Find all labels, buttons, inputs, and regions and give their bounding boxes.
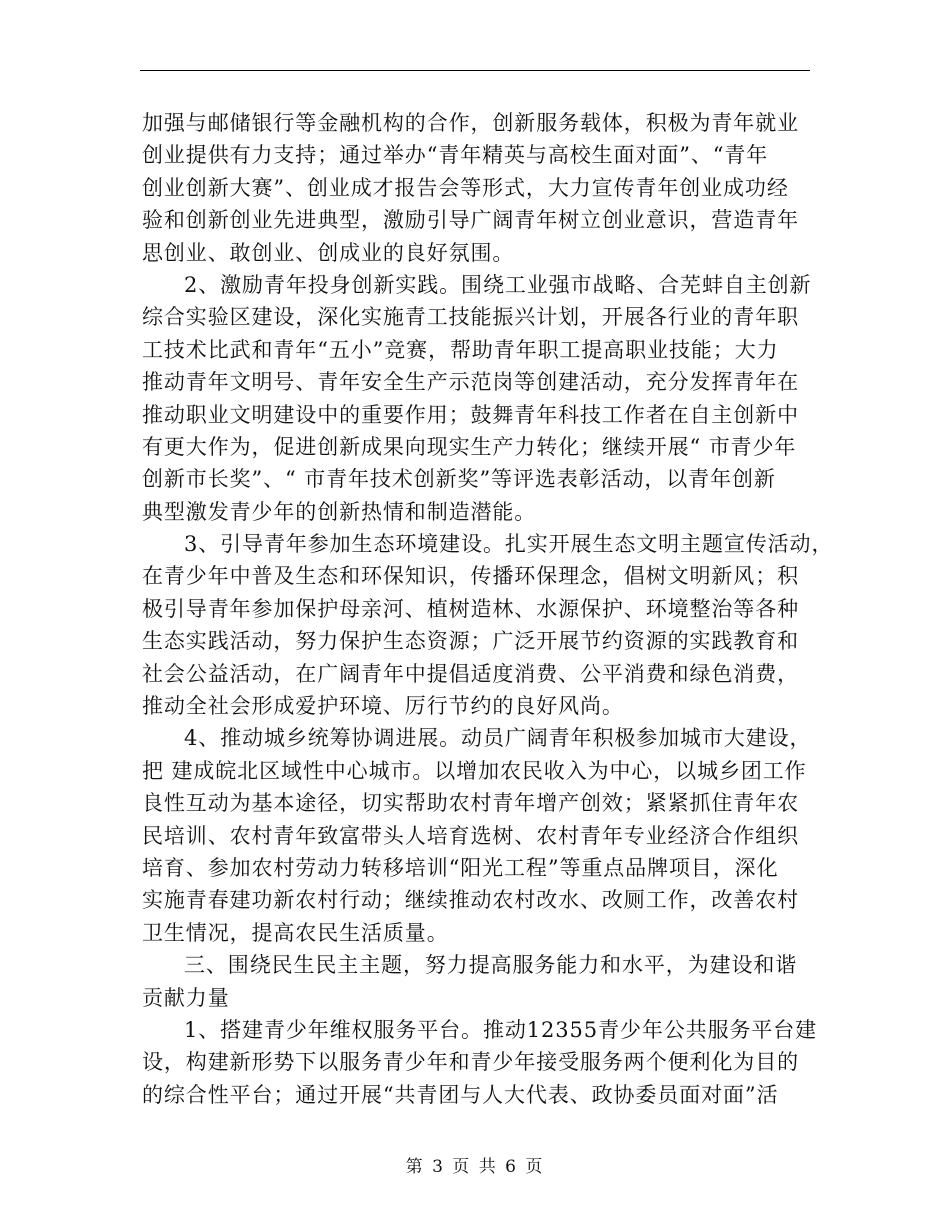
- text-line: 典型激发青少年的创新热情和制造潜能。: [142, 499, 537, 524]
- text-line: 推动职业文明建设中的重要作用；鼓舞青年科技工作者在自主创新中: [142, 402, 799, 427]
- text-line: 创业提供有力支持；通过举办“青年精英与高校生面对面”、“青年: [142, 143, 769, 168]
- text-line: 推动青年文明号、青年安全生产示范岗等创建活动，充分发挥青年在: [142, 370, 799, 395]
- text-line: 有更大作为，促进创新成果向现实生产力转化；继续开展“ 市青少年: [142, 434, 797, 459]
- paragraph-heading: 4、推动城乡统筹协调进展。动员广阔青年积极参加城市大建设，: [184, 726, 812, 751]
- text-line: 设，构建新形势下以服务青少年和青少年接受服务两个便利化为目的: [142, 1050, 799, 1075]
- text-line: 在青少年中普及生态和环保知识，传播环保理念，倡树文明新风；积: [142, 564, 799, 589]
- text-line: 把 建成皖北区域性中心城市。以增加农民收入为中心，以城乡团工作: [142, 758, 807, 783]
- text-line: 良性互动为基本途径，切实帮助农村青年增产创效；紧紧抓住青年农: [142, 791, 799, 816]
- paragraph-heading: 1、搭建青少年维权服务平台。推动12355青少年公共服务平台建: [184, 1017, 818, 1042]
- body-text: [142, 107, 834, 1111]
- text-line: 卫生情况，提高农民生活质量。: [142, 920, 449, 945]
- section-heading: 三、围绕民生民主主题，努力提高服务能力和水平，为建设和谐: [184, 953, 798, 978]
- text-line: 生态实践活动，努力保护生态资源；广泛开展节约资源的实践教育和: [142, 629, 799, 654]
- text-line: 实施青春建功新农村行动；继续推动农村改水、改厕工作，改善农村: [142, 888, 799, 913]
- paragraph-heading: 3、引导青年参加生态环境建设。扎实开展生态文明主题宣传活动，: [184, 532, 834, 557]
- text-line: 社会公益活动，在广阔青年中提倡适度消费、公平消费和绿色消费，: [142, 661, 799, 686]
- text-line: 验和创新创业先进典型，激励引导广阔青年树立创业意识，营造青年: [142, 208, 799, 233]
- paragraph-heading: 2、激励青年投身创新实践。围绕工业强市战略、合芜蚌自主创新: [184, 272, 812, 297]
- text-line: 创新市长奖”、“ 市青年技术创新奖”等评选表彰活动，以青年创新: [142, 467, 776, 492]
- header-rule: [140, 70, 810, 71]
- text-line: 思创业、敢创业、创成业的良好氛围。: [142, 240, 515, 265]
- page-number-footer: 第 3 页 共 6 页: [405, 1157, 545, 1177]
- text-line: 综合实验区建设，深化实施青工技能振兴计划，开展各行业的青年职: [142, 305, 799, 330]
- text-line: 工技术比武和青年“五小”竞赛，帮助青年职工提高职业技能；大力: [142, 337, 779, 362]
- text-line: 推动全社会形成爱护环境、厉行节约的良好风尚。: [142, 694, 624, 719]
- text-line: 贡献力量: [142, 985, 230, 1010]
- text-line: 的综合性平台；通过开展“共青团与人大代表、政协委员面对面”活: [142, 1082, 779, 1107]
- text-line: 极引导青年参加保护母亲河、植树造林、水源保护、环境整治等各种: [142, 596, 799, 621]
- text-line: 培育、参加农村劳动力转移培训“阳光工程”等重点品牌项目，深化: [142, 855, 779, 880]
- text-line: 民培训、农村青年致富带头人培育选树、农村青年专业经济合作组织: [142, 823, 799, 848]
- text-line: 创业创新大赛”、创业成才报告会等形式，大力宣传青年创业成功经: [142, 175, 789, 200]
- text-line: 加强与邮储银行等金融机构的合作，创新服务载体，积极为青年就业: [142, 111, 799, 135]
